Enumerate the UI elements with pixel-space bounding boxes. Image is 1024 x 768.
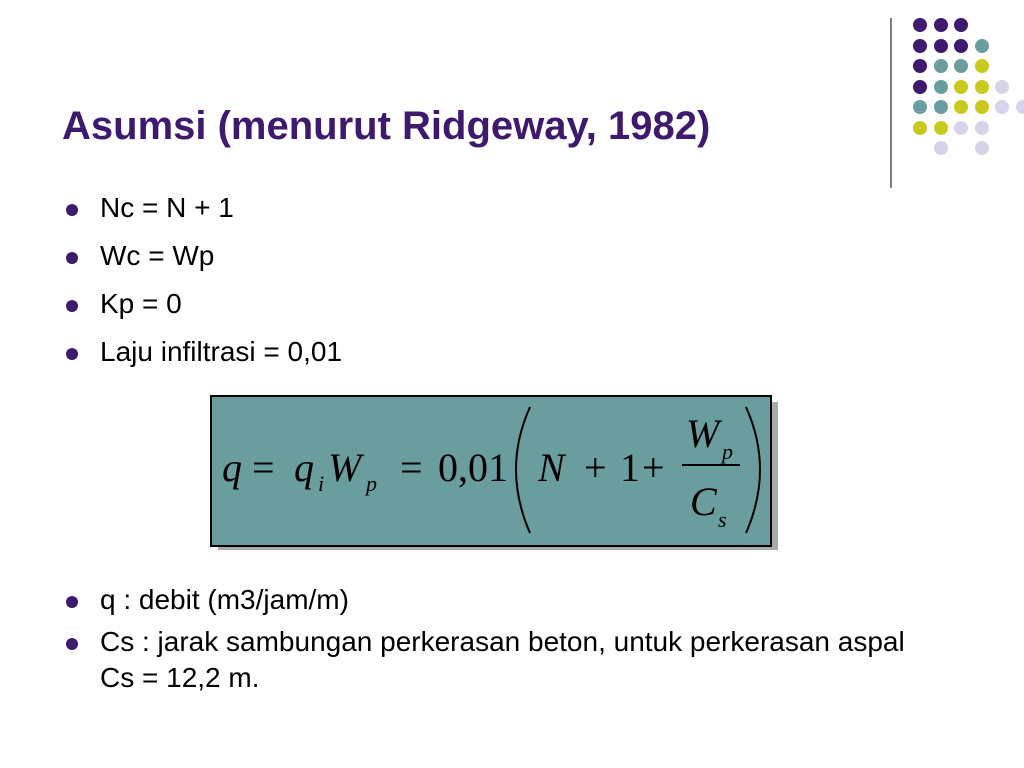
divider-line [890,18,892,188]
definition-list [64,582,924,702]
eq-frac-den: C [690,479,717,524]
decorative-dot [954,39,968,53]
list-item [64,238,342,274]
list-item [64,286,342,322]
eq-coefficient: 0,01 [438,445,508,490]
eq-wp: W [328,445,362,490]
equation-graphic [212,397,770,545]
eq-equals-1: = [252,445,275,490]
decorative-dot [954,80,968,94]
decorative-dot [975,100,989,114]
eq-frac-num: W [686,411,720,456]
bullet-icon [66,638,78,650]
bullet-icon [66,300,78,312]
decorative-dot [975,141,989,155]
eq-qi-sub: i [318,471,325,496]
decorative-dot [913,39,927,53]
list-item-text: Wc = Wp [100,240,215,271]
decorative-dot [934,39,948,53]
list-item-text: Nc = N + 1 [100,192,234,223]
decorative-dot [954,121,968,135]
decorative-dot [954,100,968,114]
decorative-dot [934,18,948,32]
list-item [64,582,924,618]
decorative-dot [934,121,948,135]
eq-q: q [222,445,242,490]
decorative-dot [975,39,989,53]
decorative-dot [913,121,927,135]
eq-plus-1: + [584,445,607,490]
list-item-text: Cs : jarak sambungan perkerasan beton, untuk perkerasan aspal Cs = 12,2 m. [100,626,905,693]
decorative-dot [934,80,948,94]
list-item-text: Laju infiltrasi = 0,01 [100,336,343,367]
bullet-icon [66,252,78,264]
eq-wp-sub: p [366,471,377,496]
left-paren [516,407,530,533]
decorative-dot [934,141,948,155]
bullet-icon [66,204,78,216]
decorative-dot [913,18,927,32]
decorative-dot [934,100,948,114]
eq-frac-num-sub: p [722,439,733,464]
eq-qi: q [294,445,314,490]
decorative-dot [934,59,948,73]
equation-box [210,395,772,547]
eq-plus-2: + [642,445,665,490]
decorative-dot [1016,100,1024,114]
assumption-list [64,190,342,382]
eq-n: N [538,445,565,490]
slide-title: Asumsi (menurut Ridgeway, 1982) [62,104,711,148]
eq-one: 1 [620,445,640,490]
decorative-dot [995,80,1009,94]
decorative-dot [975,80,989,94]
right-paren [746,407,760,533]
decorative-dot [913,80,927,94]
list-item-text: Kp = 0 [100,288,182,319]
decorative-dot [975,59,989,73]
list-item-text: q : debit (m3/jam/m) [100,584,349,615]
eq-frac-den-sub: s [718,507,727,532]
list-item [64,190,342,226]
decorative-dot [954,59,968,73]
bullet-icon [66,348,78,360]
list-item [64,624,924,696]
eq-equals-2: = [400,445,423,490]
decorative-dot [995,100,1009,114]
list-item [64,334,342,370]
decorative-dot [913,59,927,73]
bullet-icon [66,596,78,608]
decorative-dot [913,100,927,114]
decorative-dot [954,18,968,32]
decorative-dot [975,121,989,135]
